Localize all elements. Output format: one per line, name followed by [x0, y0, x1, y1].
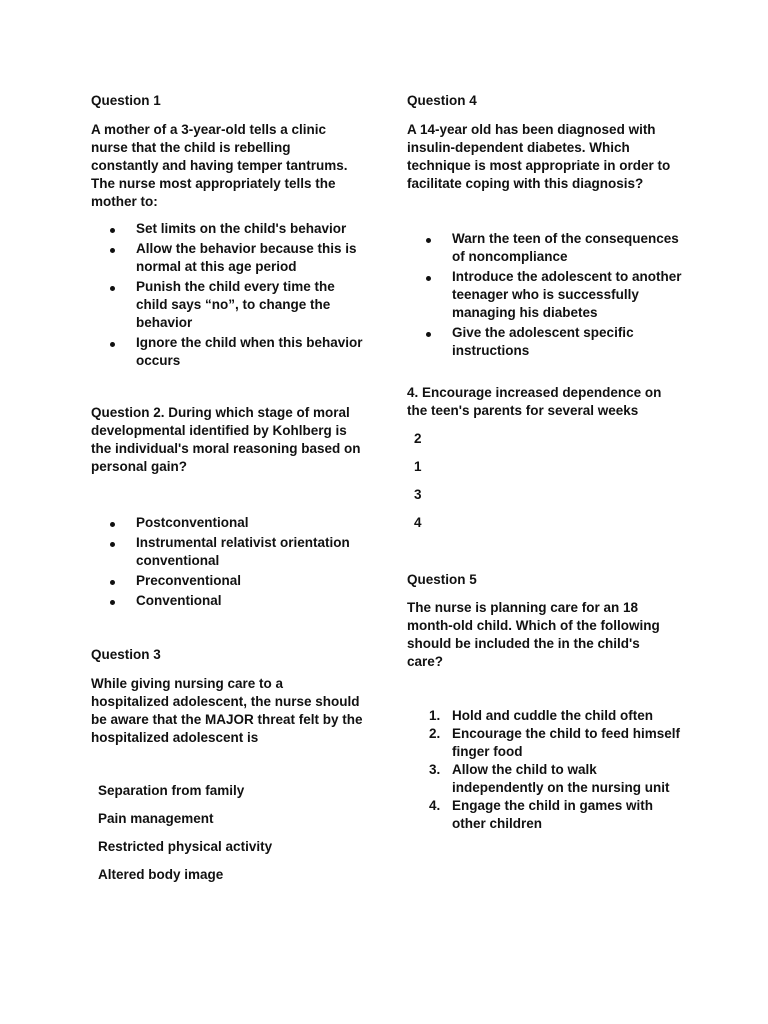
- bullet-icon: [426, 238, 431, 243]
- list-item: [91, 220, 366, 238]
- list-item: 4: [414, 515, 422, 530]
- option-text: Encourage the child to feed himself finger food: [452, 726, 681, 759]
- list-item: 3: [414, 487, 422, 502]
- list-item: [91, 514, 366, 532]
- option-text: Conventional: [136, 593, 222, 608]
- option-text: Preconventional: [136, 573, 242, 588]
- list-item: 2: [414, 431, 422, 446]
- question-4-extra-option: 4. Encourage increased dependence on the teen's parents for several weeks: [407, 385, 662, 418]
- question-3-options: [98, 782, 272, 894]
- question-1-text: A mother of a 3-year-old tells a clinic nurse that the child is rebelling constantly and having temper tantrums. The nurse most appropriately tells the mother to:: [91, 122, 348, 209]
- question-5-heading: Question 5: [407, 572, 477, 587]
- question-5-text: The nurse is planning care for an 18 month-old child. Which of the following should be included the in the child's care?: [407, 600, 660, 669]
- bullet-icon: [110, 522, 115, 527]
- question-4-text: A 14-year old has been diagnosed with insulin-dependent diabetes. Which technique is most appropriate in order to facilitate coping with this diagnosis?: [407, 122, 671, 191]
- option-text: Engage the child in games with other children: [452, 798, 654, 831]
- option-text: Allow the behavior because this is normal at this age period: [136, 241, 357, 274]
- list-item: Restricted physical activity: [98, 839, 273, 854]
- bullet-icon: [110, 248, 115, 253]
- list-item: [91, 278, 366, 332]
- list-item: [91, 534, 366, 570]
- list-item: [407, 324, 682, 360]
- option-number: 4.: [429, 798, 441, 813]
- option-text: Punish the child every time the child says “no”, to change the behavior: [136, 279, 335, 330]
- bullet-icon: [426, 332, 431, 337]
- option-text: Ignore the child when this behavior occurs: [136, 335, 363, 368]
- option-text: Give the adolescent specific instructions: [452, 325, 634, 358]
- list-item: [91, 334, 366, 370]
- question-3-text: While giving nursing care to a hospitalized adolescent, the nurse should be aware that the MAJOR threat felt by the hospitalized adolescent is: [91, 676, 363, 745]
- option-number: 1.: [429, 708, 441, 723]
- option-number: 2.: [429, 726, 441, 741]
- option-text: Hold and cuddle the child often: [452, 708, 653, 723]
- question-4-numbers: [414, 430, 422, 542]
- bullet-icon: [110, 286, 115, 291]
- option-text: Instrumental relativist orientation conventional: [136, 535, 350, 568]
- list-item: 1: [414, 459, 422, 474]
- option-number: 3.: [429, 762, 441, 777]
- list-item: [407, 230, 682, 266]
- question-1-heading: Question 1: [91, 93, 161, 108]
- list-item: [407, 268, 682, 322]
- bullet-icon: [110, 542, 115, 547]
- list-item: [407, 761, 682, 797]
- option-text: Postconventional: [136, 515, 249, 530]
- option-text: Set limits on the child's behavior: [136, 221, 347, 236]
- list-item: Separation from family: [98, 783, 245, 798]
- question-1-options: [91, 220, 366, 372]
- list-item: [407, 725, 682, 761]
- question-2-options: [91, 514, 366, 612]
- bullet-icon: [110, 228, 115, 233]
- list-item: [407, 707, 682, 725]
- option-text: Allow the child to walk independently on the nursing unit: [452, 762, 670, 795]
- list-item: [91, 240, 366, 276]
- list-item: Pain management: [98, 811, 214, 826]
- bullet-icon: [110, 580, 115, 585]
- option-text: Warn the teen of the consequences of noncompliance: [452, 231, 679, 264]
- question-2-text: Question 2. During which stage of moral developmental identified by Kohlberg is the individual's moral reasoning based on personal gain?: [91, 405, 361, 474]
- question-5-options: [407, 707, 682, 833]
- option-text: Introduce the adolescent to another teenager who is successfully managing his diabetes: [452, 269, 682, 320]
- bullet-icon: [426, 276, 431, 281]
- question-3-heading: Question 3: [91, 647, 161, 662]
- list-item: [91, 572, 366, 590]
- bullet-icon: [110, 342, 115, 347]
- question-4-heading: Question 4: [407, 93, 477, 108]
- list-item: [91, 592, 366, 610]
- list-item: Altered body image: [98, 867, 224, 882]
- list-item: [407, 797, 682, 833]
- bullet-icon: [110, 600, 115, 605]
- question-4-options: [407, 230, 682, 362]
